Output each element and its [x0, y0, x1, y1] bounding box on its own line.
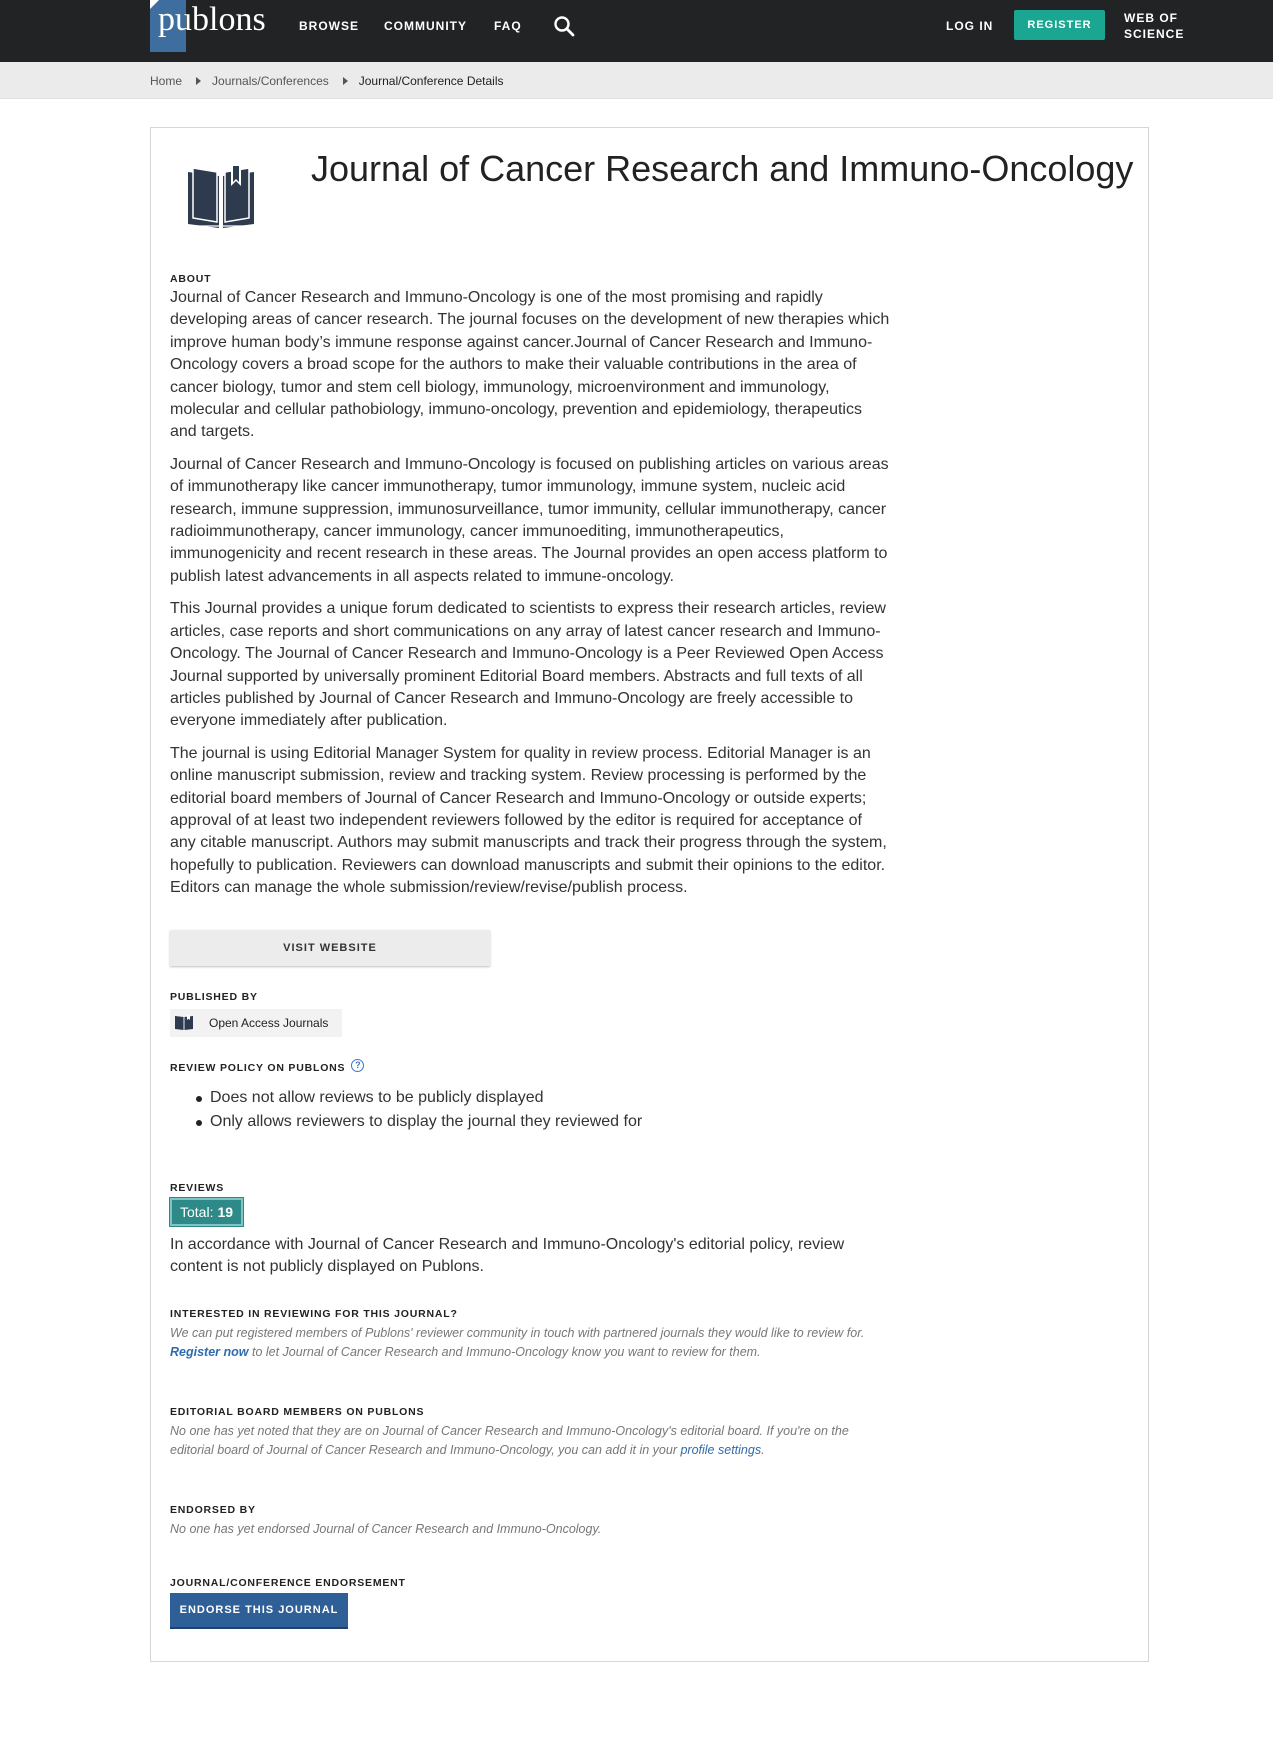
breadcrumb-journals[interactable]: Journals/Conferences	[212, 73, 329, 88]
profile-settings-link[interactable]: profile settings	[680, 1443, 762, 1458]
chevron-right-icon	[343, 77, 348, 85]
open-book-icon	[184, 166, 258, 232]
wos-line-2[interactable]: SCIENCE	[1124, 27, 1185, 41]
publons-logo[interactable]	[150, 0, 266, 52]
published-by-section	[170, 991, 890, 1037]
endorsed-by-text: No one has yet endorsed Journal of Cancer Research and Immuno-Oncology.	[170, 1522, 602, 1537]
web-of-science-link[interactable]	[1124, 10, 1184, 42]
about-heading: ABOUT	[170, 273, 212, 285]
journal-details	[170, 273, 890, 1629]
register-now-link[interactable]: Register now	[170, 1345, 249, 1360]
editorial-board-text	[170, 1422, 890, 1460]
top-navigation-bar	[0, 0, 1273, 62]
endorsed-by-section	[170, 1504, 890, 1539]
editorial-text-after: .	[761, 1443, 765, 1458]
about-paragraph: This Journal provides a unique forum dedicated to scientists to express their research articles, review articles, case reports and short communications on any array of latest cancer research and Immuno-Oncology. The Journal of Cancer Research and Immuno-Oncology is a Peer Reviewed Open Access Journal supported by universally prominent Editorial Board members. Abstracts and full texts of all articles published by Journal of Cancer Research and Immuno-Oncology are freely accessible to everyone immediately after publication.	[170, 600, 886, 730]
breadcrumb-home[interactable]: Home	[150, 73, 183, 88]
book-icon	[174, 1015, 194, 1031]
interested-text-after: to let Journal of Cancer Research and Immuno-Oncology know you want to review for them.	[248, 1345, 761, 1360]
help-icon[interactable]: ?	[351, 1059, 364, 1072]
interested-heading: INTERESTED IN REVIEWING FOR THIS JOURNAL?	[170, 1308, 458, 1321]
logo-text: publons	[158, 1, 266, 38]
reviews-policy-note: In accordance with Journal of Cancer Research and Immuno-Oncology's editorial policy, review content is not publicly displayed on Publons.	[170, 1235, 845, 1275]
about-text	[170, 287, 890, 900]
editorial-text-before: No one has yet noted that they are on Journal of Cancer Research and Immuno-Oncology's editorial board. If you're on the editorial board of Journal of Cancer Research and Immuno-Oncology, you can add it in your	[170, 1424, 849, 1458]
endorsed-by-heading: ENDORSED BY	[170, 1504, 256, 1517]
publisher-link[interactable]	[170, 1009, 342, 1037]
total-value: 19	[217, 1203, 234, 1220]
list-item: Does not allow reviews to be publicly displayed	[196, 1086, 890, 1110]
editorial-board-heading: EDITORIAL BOARD MEMBERS ON PUBLONS	[170, 1406, 425, 1419]
total-label: Total:	[180, 1203, 214, 1220]
editorial-board-section	[170, 1406, 890, 1460]
breadcrumb	[150, 62, 504, 99]
nav-browse[interactable]	[299, 0, 359, 52]
endorsement-section	[170, 1577, 890, 1629]
login-link[interactable]: LOG IN	[946, 19, 994, 33]
interested-text	[170, 1324, 890, 1362]
review-policy-heading-text: REVIEW POLICY ON PUBLONS	[170, 1061, 346, 1074]
about-paragraph: Journal of Cancer Research and Immuno-Oncology is focused on publishing articles on various areas of immunotherapy like cancer immunotherapy, tumor immunology, immune system, nucleic acid research, immune suppression, immunosurveillance, tumor immunity, cellular immunotherapy, cancer radioimmunotherapy, cancer immunology, cancer immunoediting, immunotherapeutics, immunogenicity and recent research in these areas. The Journal provides an open access platform to publish latest advancements in all aspects related to immune-oncology.	[170, 455, 889, 585]
register-label[interactable]: REGISTER	[1027, 19, 1092, 31]
interested-text-before: We can put registered members of Publons' reviewer community in touch with partnered journals they would like to review for.	[170, 1326, 865, 1341]
reviews-total-badge	[170, 1198, 243, 1226]
nav-browse-link[interactable]: BROWSE	[299, 19, 359, 33]
endorse-journal-button[interactable]: ENDORSE THIS JOURNAL	[170, 1593, 348, 1629]
journal-card	[150, 127, 1149, 1662]
nav-login[interactable]	[946, 0, 993, 52]
nav-community-link[interactable]: COMMUNITY	[384, 19, 467, 33]
wos-line-1[interactable]: WEB OF	[1124, 11, 1178, 25]
nav-community[interactable]	[384, 0, 467, 52]
search-icon[interactable]	[553, 15, 575, 37]
about-paragraph: The journal is using Editorial Manager System for quality in review process. Editorial Manager is an online manuscript submission, review and tracking system. Review processing is performed by the editorial board members of Journal of Cancer Research and Immuno-Oncology or outside experts; approval of at least two independent reviewers followed by the editor is required for acceptance of any citable manuscript. Authors may submit manuscripts and track their progress through the system, hopefully to publication. Reviewers can download manuscripts and submit their opinions to the editor. Editors can manage the whole submission/review/revise/publish process.	[170, 744, 887, 897]
reviews-section	[170, 1182, 890, 1279]
published-by-heading: PUBLISHED BY	[170, 990, 258, 1003]
journal-title: Journal of Cancer Research and Immuno-Oncology	[311, 148, 1134, 189]
search-button[interactable]	[553, 0, 575, 52]
reviews-heading: REVIEWS	[170, 1181, 225, 1194]
about-paragraph: Journal of Cancer Research and Immuno-Oncology is one of the most promising and rapidly developing areas of cancer research. The journal focuses on the development of new therapies which improve human body’s immune response against cancer.Journal of Cancer Research and Immuno-Oncology covers a broad scope for the authors to make their valuable contributions in the area of cancer biology, tumor and stem cell biology, immunology, microenvironment and immunology, molecular and cellular pathobiology, immuno-oncology, prevention and epidemiology, therapeutics and targets.	[170, 289, 890, 441]
breadcrumb-bar	[0, 62, 1273, 99]
review-policy-list	[170, 1086, 890, 1134]
nav-faq-link[interactable]: FAQ	[494, 19, 522, 33]
review-policy-section	[170, 1059, 890, 1134]
endorsement-heading: JOURNAL/CONFERENCE ENDORSEMENT	[170, 1577, 406, 1590]
register-button[interactable]	[1014, 10, 1105, 40]
publisher-name[interactable]: Open Access Journals	[209, 1015, 329, 1030]
chevron-right-icon	[196, 77, 201, 85]
interested-section	[170, 1308, 890, 1362]
breadcrumb-current: Journal/Conference Details	[358, 73, 504, 88]
list-item: Only allows reviewers to display the journal they reviewed for	[196, 1110, 890, 1134]
nav-faq[interactable]	[494, 0, 522, 52]
review-policy-heading	[170, 1059, 890, 1074]
visit-website-button[interactable]: VISIT WEBSITE	[170, 930, 490, 966]
